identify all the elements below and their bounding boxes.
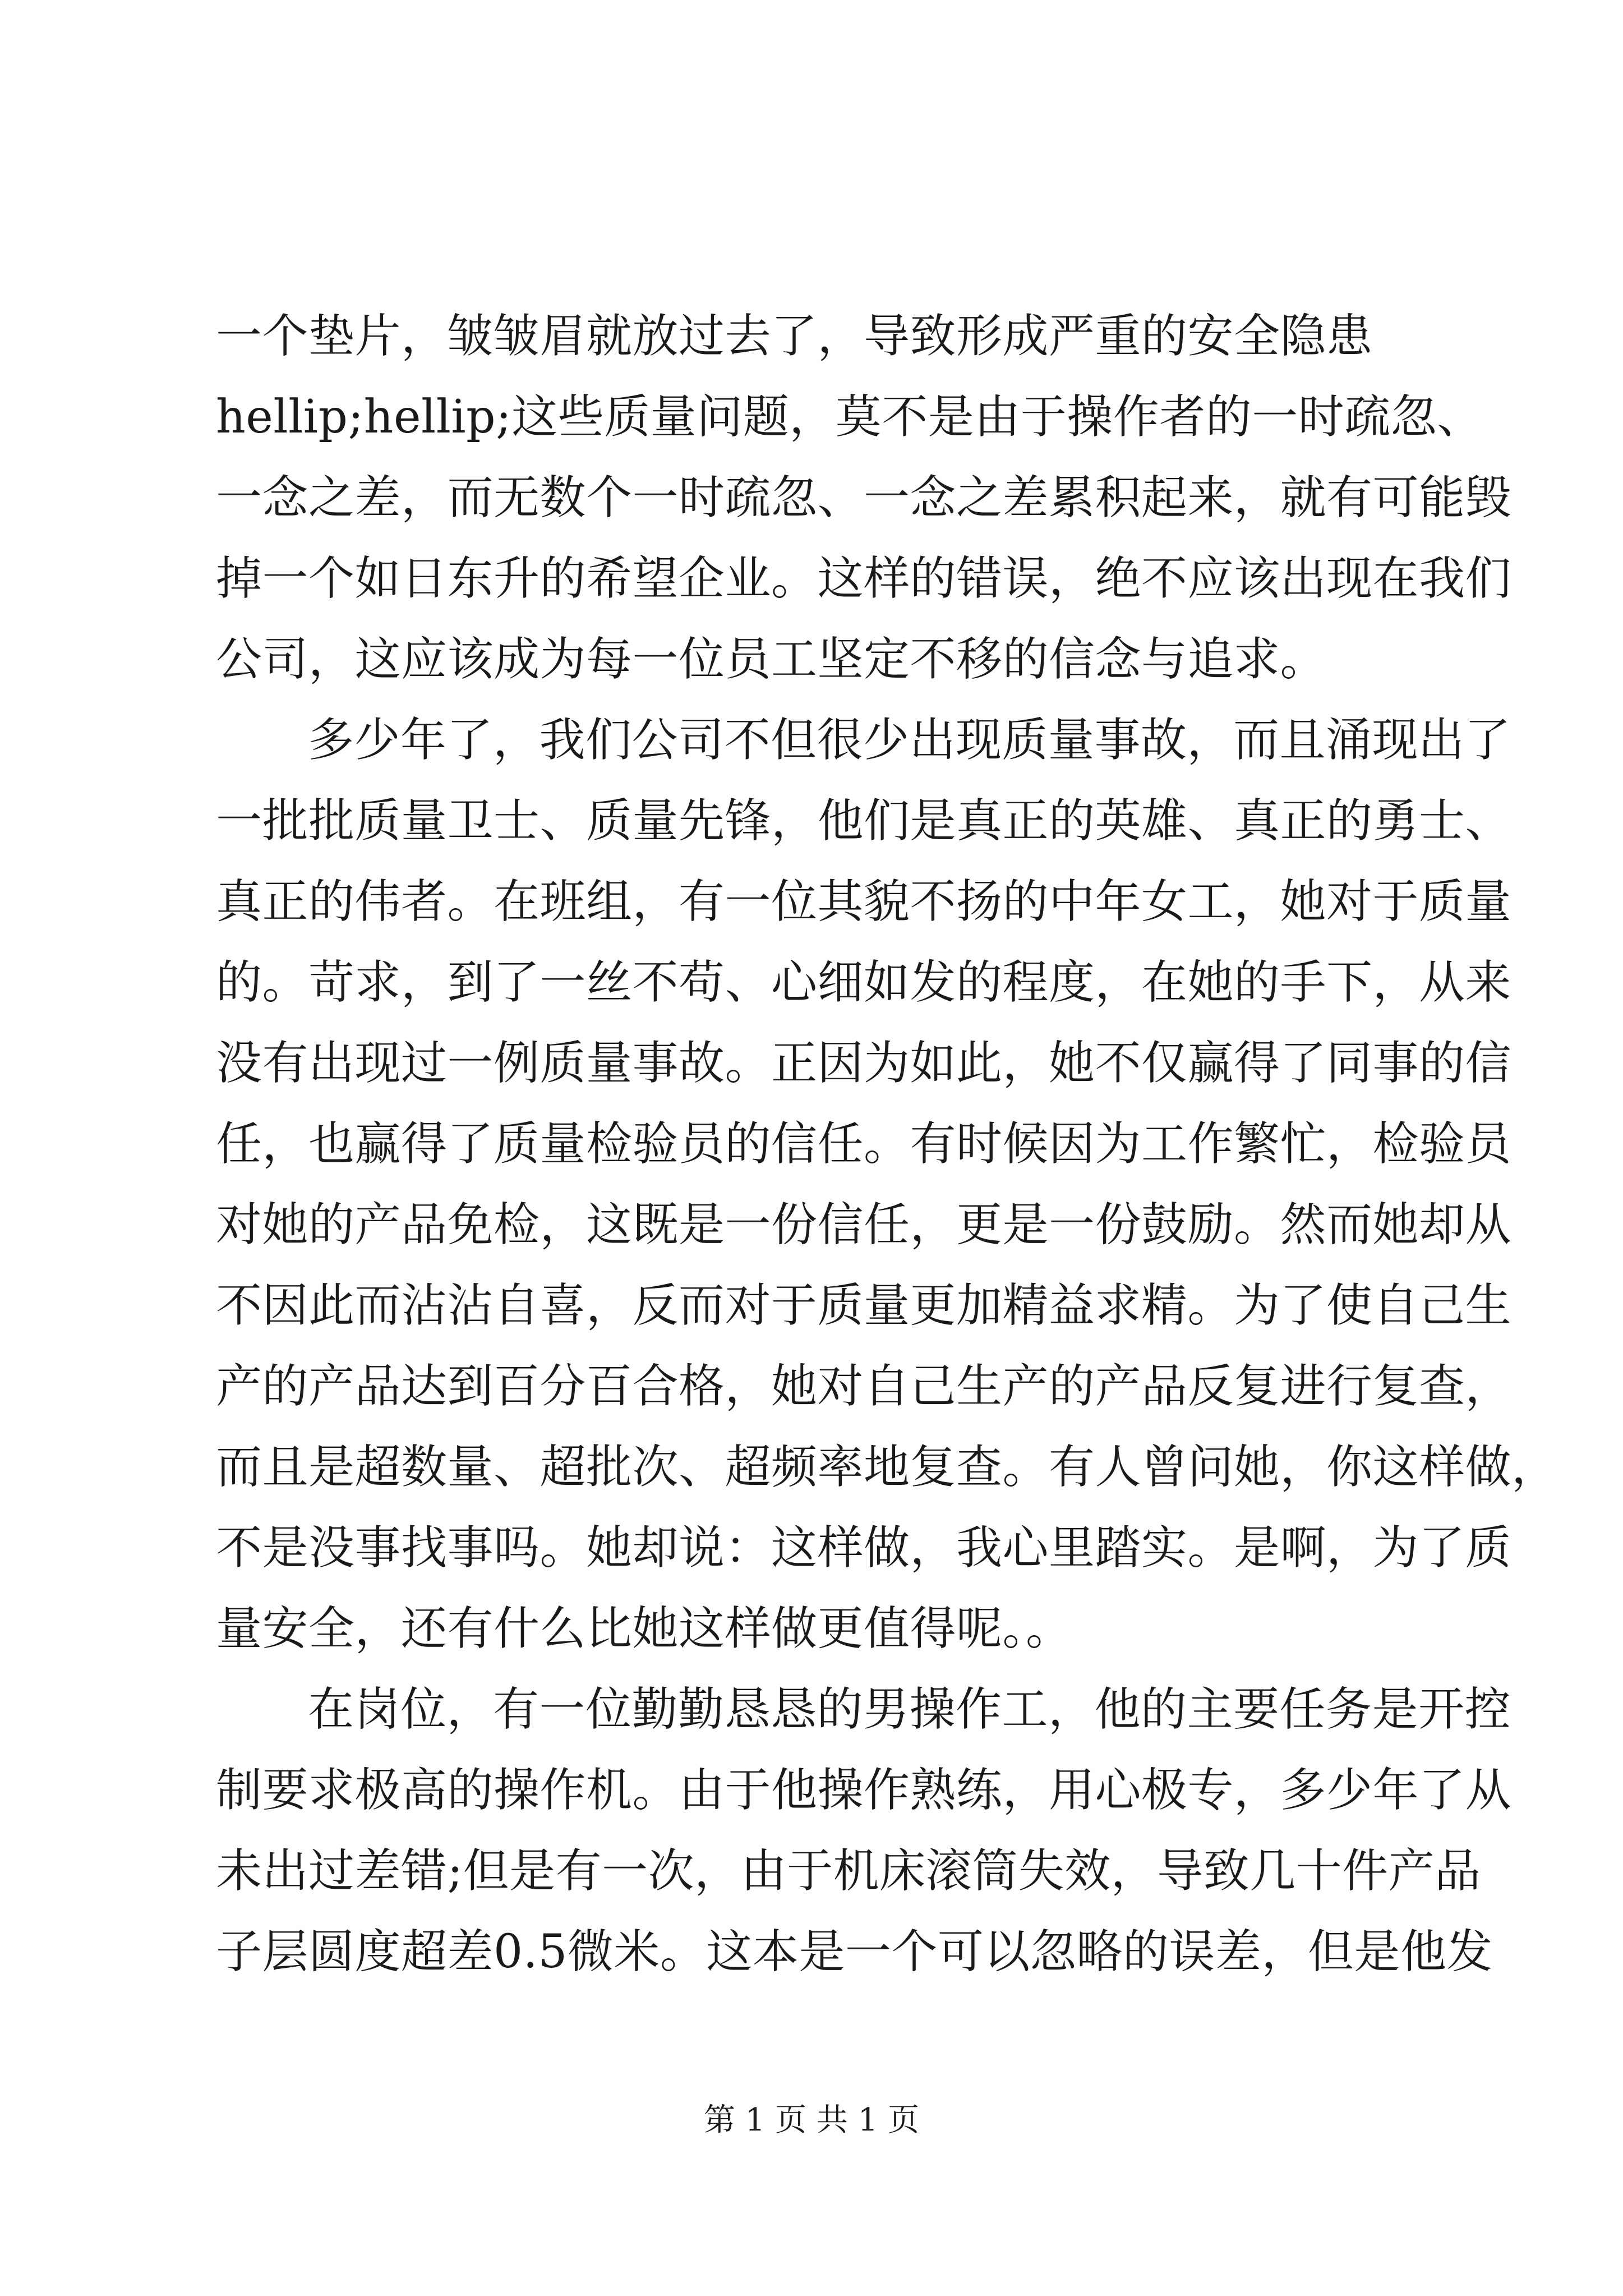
text-line: 产的产品达到百分百合格，她对自己生产的产品反复进行复查， bbox=[216, 1360, 1512, 1413]
text-line: 公司，这应该成为每一位员工坚定不移的信念与追求。 bbox=[216, 633, 1327, 686]
document-body bbox=[216, 296, 1558, 1993]
text-line: 掉一个如日东升的希望企业。这样的错误，绝不应该出现在我们 bbox=[216, 552, 1512, 605]
text-line: 制要求极高的操作机。由于他操作熟练，用心极专，多少年了从 bbox=[216, 1764, 1512, 1817]
text-line: 一批批质量卫士、质量先锋，他们是真正的英雄、真正的勇士、 bbox=[216, 794, 1512, 848]
text-line: 子层圆度超差0.5微米。这本是一个可以忽略的误差，但是他发 bbox=[216, 1925, 1493, 1978]
text-line: 真正的伟者。在班组，有一位其貌不扬的中年女工，她对于质量 bbox=[216, 875, 1512, 928]
text-line: 不是没事找事吗。她却说：这样做，我心里踏实。是啊，为了质 bbox=[216, 1521, 1512, 1575]
text-line: 量安全，还有什么比她这样做更值得呢。。 bbox=[216, 1602, 1072, 1655]
text-line: 一念之差，而无数个一时疏忽、一念之差累积起来，就有可能毁 bbox=[216, 471, 1512, 524]
text-line: 任，也赢得了质量检验员的信任。有时候因为工作繁忙，检验员 bbox=[216, 1117, 1512, 1171]
text-line: 未出过差错;但是有一次，由于机床滚筒失效，导致几十件产品 bbox=[216, 1844, 1481, 1898]
text-line: 不因此而沾沾自喜，反而对于质量更加精益求精。为了使自己生 bbox=[216, 1279, 1512, 1332]
text-line: 而且是超数量、超批次、超频率地复查。有人曾问她，你这样做， bbox=[216, 1441, 1558, 1494]
text-line: 的。苛求，到了一丝不苟、心细如发的程度，在她的手下，从来 bbox=[216, 956, 1512, 1009]
page-number-label: 第 1 页 共 1 页 bbox=[703, 2102, 920, 2138]
text-line: hellip;hellip;这些质量问题，莫不是由于操作者的一时疏忽、 bbox=[216, 390, 1483, 444]
page-footer bbox=[0, 2098, 1623, 2143]
text-line: 一个垫片，皱皱眉就放过去了，导致形成严重的安全隐患 bbox=[216, 310, 1373, 363]
paragraph-first-line: 多少年了，我们公司不但很少出现质量事故，而且涌现出了 bbox=[308, 714, 1511, 767]
paragraph-first-line: 在岗位，有一位勤勤恳恳的男操作工，他的主要任务是开控 bbox=[308, 1683, 1511, 1736]
text-line: 对她的产品免检，这既是一份信任，更是一份鼓励。然而她却从 bbox=[216, 1198, 1512, 1251]
text-line: 没有出现过一例质量事故。正因为如此，她不仅赢得了同事的信 bbox=[216, 1037, 1512, 1090]
